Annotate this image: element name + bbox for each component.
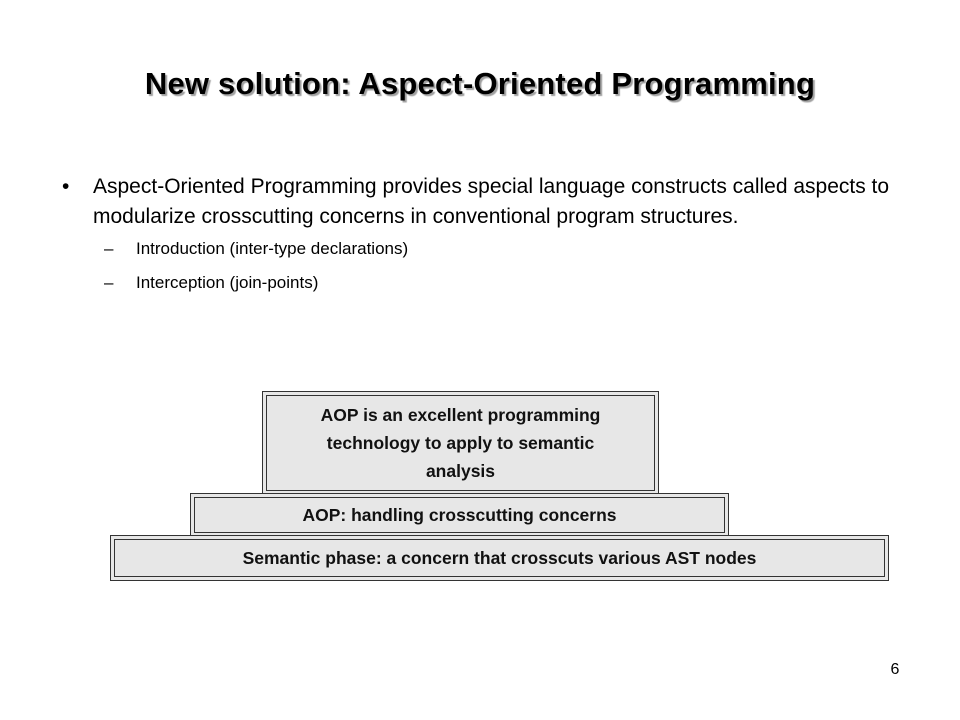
sub-marker: – [104, 273, 114, 292]
bullet-text: Aspect-Oriented Programming provides special language constructs called aspects to modularize crosscutting concerns in conventional program structures. [93, 175, 890, 228]
sub-item-introduction [104, 238, 912, 260]
page-number: 6 [890, 661, 900, 678]
pyramid-bottom-text: Semantic phase: a concern that crosscuts various AST nodes [242, 548, 757, 568]
pyramid-bottom-box [110, 535, 889, 581]
bullet-item [62, 172, 912, 232]
sub-marker: – [104, 239, 114, 258]
slide-title: New solution: Aspect-Oriented Programming [144, 66, 816, 101]
sub-list [62, 238, 912, 294]
bullet-list [62, 172, 912, 306]
pyramid-top-text: AOP is an excellent programming technology to apply to semantic analysis [320, 405, 601, 481]
sub-item-interception [104, 272, 912, 294]
pyramid-top-box [262, 391, 659, 495]
sub-text: Introduction (inter-type declarations) [136, 239, 409, 258]
bullet-marker: • [62, 175, 70, 198]
pyramid-middle-text: AOP: handling crosscutting concerns [302, 505, 617, 525]
pyramid-middle-box [190, 493, 729, 537]
sub-text: Interception (join-points) [136, 273, 319, 292]
